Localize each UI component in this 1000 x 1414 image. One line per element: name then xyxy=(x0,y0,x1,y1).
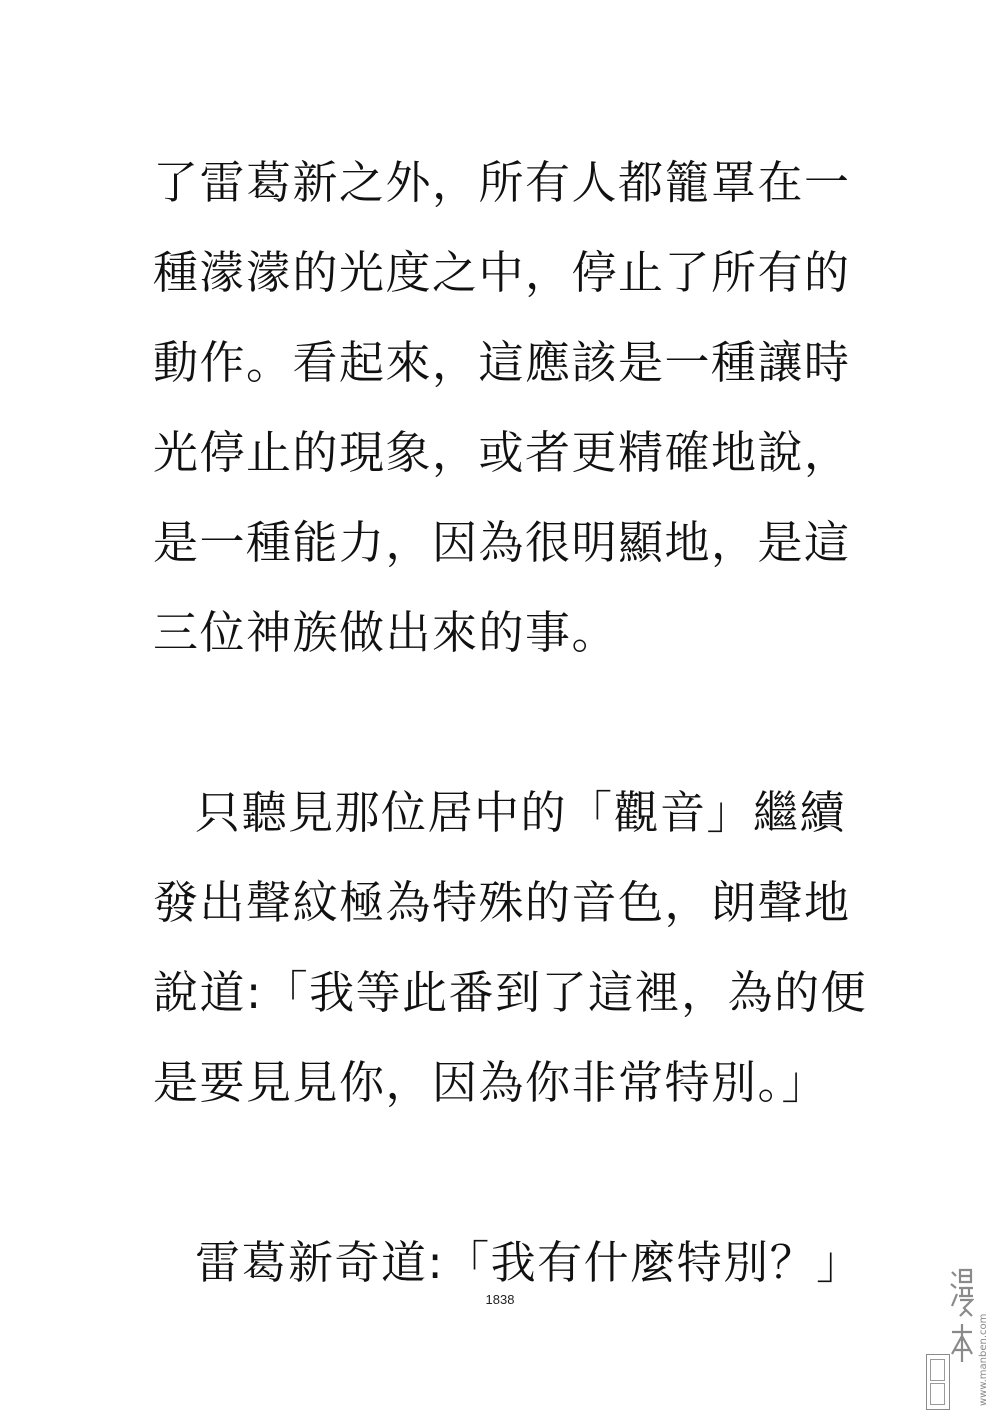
paragraph-gap xyxy=(153,1128,853,1218)
text-line: 是一種能力，因為很明顯地，是這 xyxy=(153,516,851,569)
text-line: 動作。看起來，這應該是一種讓時 xyxy=(153,336,851,389)
paragraph-gap xyxy=(153,678,853,768)
text-line: 只聽見那位居中的「觀音」繼續 xyxy=(195,786,847,839)
text-line: 三位神族做出來的事。 xyxy=(153,606,619,659)
text-line: 說道:「我等此番到了這裡，為的便 xyxy=(153,966,868,1019)
watermark-url: www.manben.com xyxy=(978,1313,989,1406)
watermark-glyph-icon xyxy=(948,1262,974,1410)
text-line: 雷葛新奇道:「我有什麼特別？」 xyxy=(195,1236,863,1289)
watermark-box-icon xyxy=(926,1354,950,1410)
page-body-text xyxy=(153,138,868,1308)
page-number: 1838 xyxy=(485,1292,515,1307)
text-line: 發出聲紋極為特殊的音色，朗聲地 xyxy=(153,876,851,929)
manben-watermark-logo xyxy=(926,1262,992,1410)
text-line: 種濛濛的光度之中，停止了所有的 xyxy=(153,246,851,299)
text-line: 是要見見你，因為你非常特別。」 xyxy=(153,1056,829,1109)
text-line: 光停止的現象，或者更精確地說， xyxy=(153,426,851,479)
text-line: 了雷葛新之外，所有人都籠罩在一 xyxy=(153,156,851,209)
